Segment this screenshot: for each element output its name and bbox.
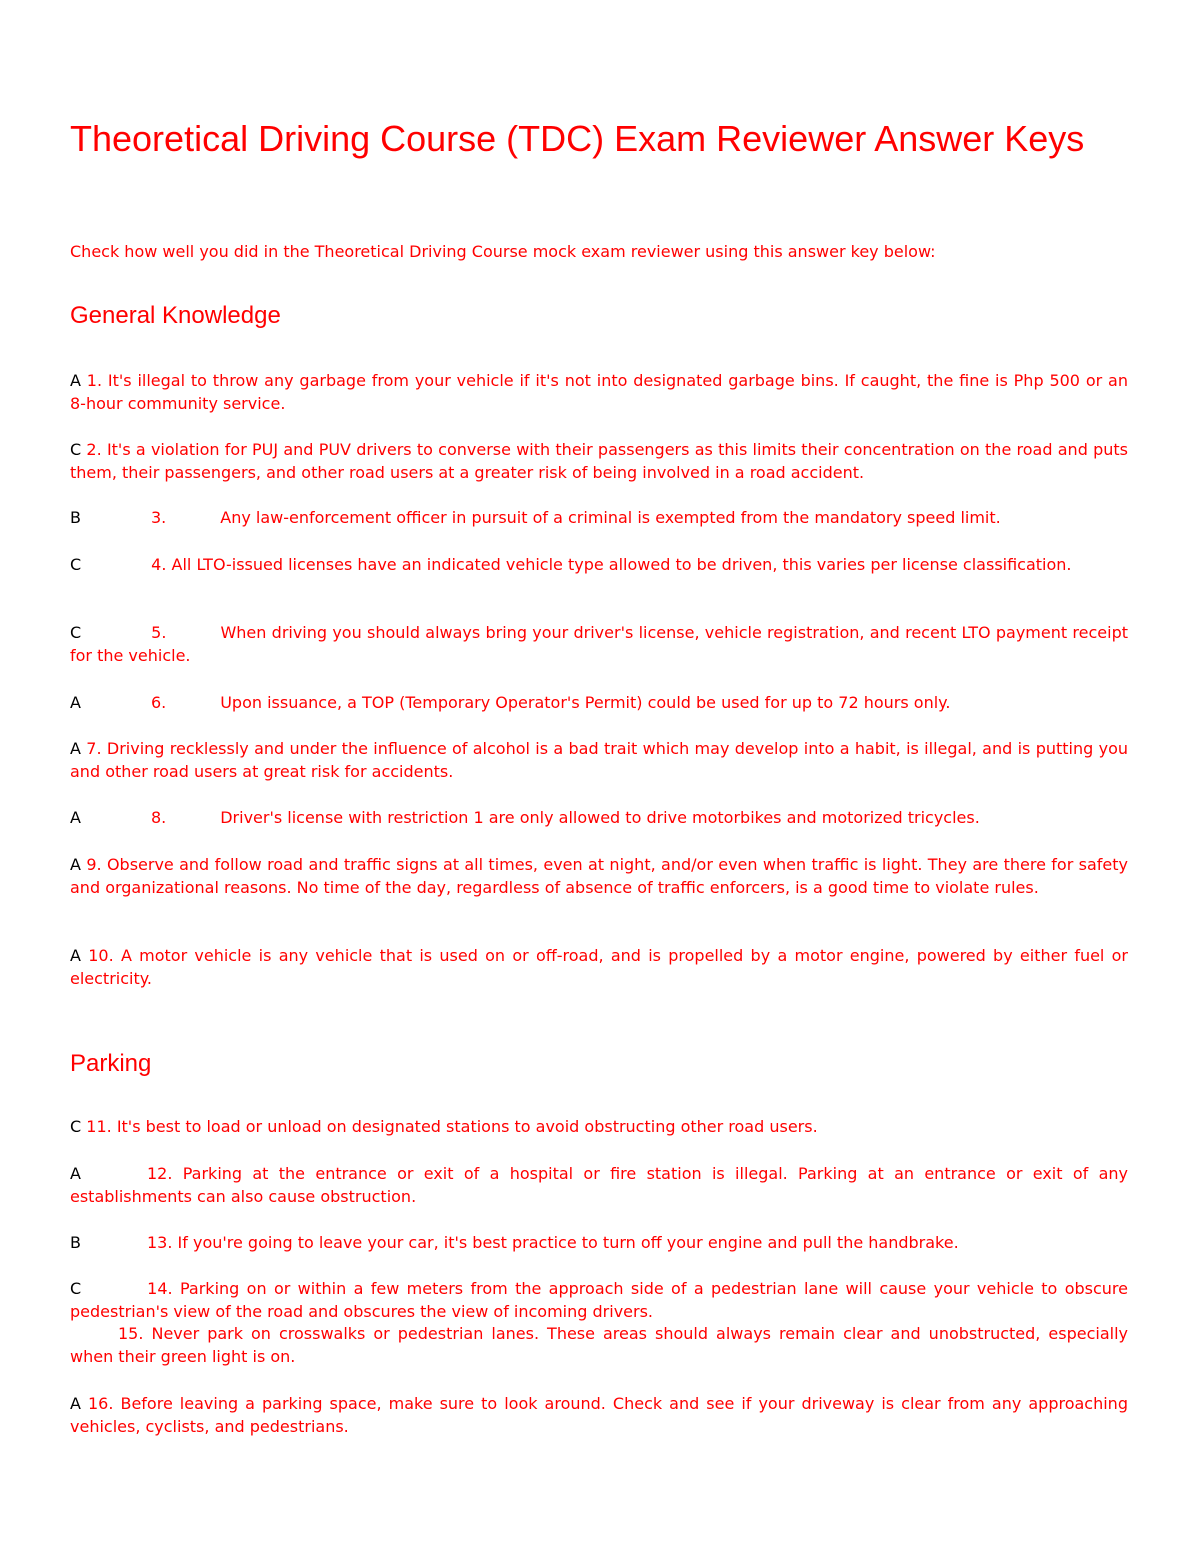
answer-item-10: [70, 945, 1128, 990]
section-heading-parking: Parking: [70, 1050, 152, 1077]
answer-explanation: Upon issuance, a TOP (Temporary Operator's Permit) could be used for up to 72 hours only.: [220, 693, 951, 712]
answer-explanation: A motor vehicle is any vehicle that is used on or off-road, and is propelled by a motor engine, powered by either fuel or electricity.: [70, 946, 1129, 988]
answer-item-8: [70, 807, 1128, 830]
answer-letter: C: [70, 440, 82, 459]
answer-item-7: [70, 738, 1128, 783]
question-number: 10.: [88, 946, 114, 965]
answer-letter: A: [70, 739, 81, 758]
answer-explanation: It's illegal to throw any garbage from your vehicle if it's not into designated garbage bins. If caught, the fine is Php 500 or an 8-hour community service.: [70, 371, 1128, 413]
answer-explanation: All LTO-issued licenses have an indicated vehicle type allowed to be driven, this varies per license classification.: [171, 555, 1072, 574]
answer-letter: B: [70, 1233, 81, 1252]
section-heading-general-knowledge: General Knowledge: [70, 302, 281, 329]
answer-letter: A: [70, 855, 81, 874]
answer-explanation: Parking on or within a few meters from the approach side of a pedestrian lane will cause your vehicle to obscure pedestrian's view of the road and obscures the view of incoming drivers.: [70, 1279, 1128, 1321]
question-number: 6.: [150, 693, 167, 712]
answer-letter: C: [70, 555, 82, 574]
answer-item-5: [70, 622, 1128, 667]
answer-explanation: It's best to load or unload on designated stations to avoid obstructing other road users.: [116, 1117, 818, 1136]
answer-explanation: Parking at the entrance or exit of a hospital or fire station is illegal. Parking at an entrance or exit of any establishments can also cause obstruction.: [70, 1164, 1128, 1206]
question-number: 8.: [150, 808, 167, 827]
answer-item-16: [70, 1393, 1128, 1438]
answer-item-11: [70, 1116, 1128, 1139]
answer-letter: C: [70, 1117, 82, 1136]
answer-explanation: It's a violation for PUJ and PUV drivers to converse with their passengers as this limits their concentration on the road and puts them, their passengers, and other road users at a greater risk of being involved in a road accident.: [70, 440, 1128, 482]
question-number: 5.: [151, 623, 167, 642]
answer-explanation: When driving you should always bring your driver's license, vehicle registration, and recent LTO payment receipt for the vehicle.: [70, 623, 1128, 665]
answer-item-15: [70, 1323, 1128, 1368]
answer-letter: A: [70, 693, 81, 712]
page-title: Theoretical Driving Course (TDC) Exam Reviewer Answer Keys: [70, 118, 1085, 159]
answer-explanation: Never park on crosswalks or pedestrian lanes. These areas should always remain clear and unobstructed, especially when their green light is on.: [70, 1324, 1128, 1366]
question-number: 15.: [118, 1324, 144, 1343]
answer-explanation: Any law-enforcement officer in pursuit of a criminal is exempted from the mandatory speed limit.: [220, 508, 1001, 527]
question-number: 1.: [86, 371, 103, 390]
question-number: 7.: [86, 739, 102, 758]
answer-letter: A: [70, 371, 81, 390]
answer-item-4: [70, 554, 1128, 577]
answer-explanation: Driver's license with restriction 1 are only allowed to drive motorbikes and motorized tricycles.: [220, 808, 980, 827]
answer-item-2: [70, 439, 1128, 484]
answer-item-13: [70, 1232, 1128, 1255]
question-number: 14.: [147, 1279, 173, 1298]
answer-explanation: Driving recklessly and under the influence of alcohol is a bad trait which may develop into a habit, is illegal, and is putting you and other road users at great risk for accidents.: [70, 739, 1129, 781]
answer-letter: A: [70, 1164, 81, 1183]
answer-item-3: [70, 507, 1128, 530]
answer-letter: B: [70, 508, 81, 527]
answer-item-9: [70, 854, 1128, 899]
answer-letter: A: [70, 946, 81, 965]
question-number: 13.: [146, 1233, 173, 1252]
answer-letter: C: [70, 1279, 82, 1298]
answer-explanation: Observe and follow road and traffic signs at all times, even at night, and/or even when traffic is light. They are there for safety and organizational reasons. No time of the day, regardless of absence of traffic enforcers, is a good time to violate rules.: [70, 855, 1128, 897]
question-number: 11.: [86, 1117, 112, 1136]
intro-text: Check how well you did in the Theoretical Driving Course mock exam reviewer using this answer key below:: [70, 242, 936, 261]
answer-item-1: [70, 370, 1128, 415]
answer-letter: C: [70, 623, 82, 642]
question-number: 12.: [146, 1164, 173, 1183]
answer-letter: A: [70, 1394, 81, 1413]
question-number: 3.: [150, 508, 167, 527]
question-number: 9.: [86, 855, 102, 874]
answer-explanation: Before leaving a parking space, make sure to look around. Check and see if your driveway is clear from any approaching vehicles, cyclists, and pedestrians.: [70, 1394, 1128, 1436]
answer-item-6: [70, 692, 1128, 715]
question-number: 2.: [86, 440, 102, 459]
question-number: 4.: [151, 555, 167, 574]
answer-letter: A: [70, 808, 81, 827]
answer-item-14: [70, 1278, 1128, 1323]
answer-explanation: If you're going to leave your car, it's best practice to turn off your engine and pull the handbrake.: [177, 1233, 959, 1252]
question-number: 16.: [87, 1394, 114, 1413]
answer-item-12: [70, 1163, 1128, 1208]
